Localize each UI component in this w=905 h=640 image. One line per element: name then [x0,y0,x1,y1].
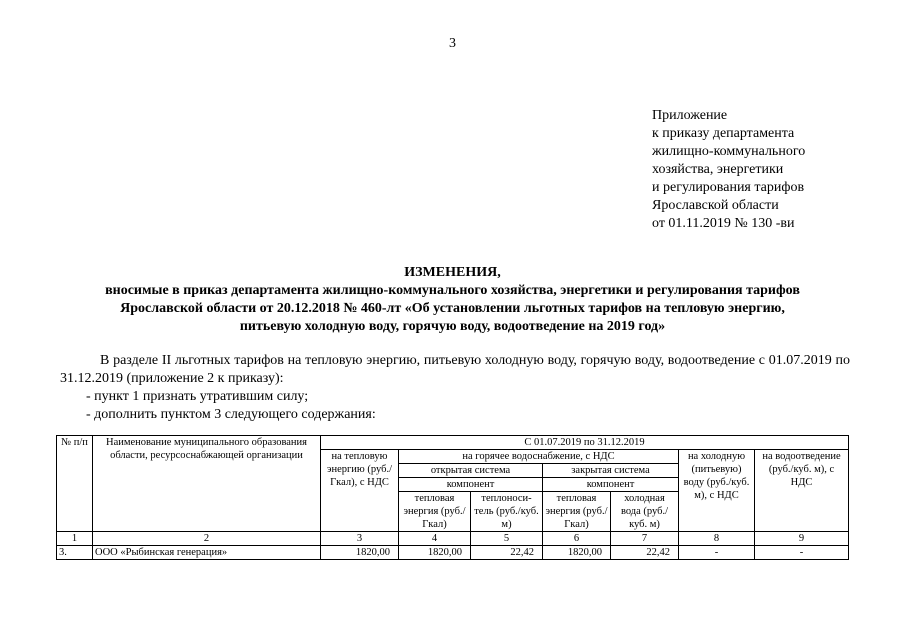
appendix-block [652,107,805,233]
appendix-line: жилищно-коммунального [652,144,806,159]
column-number: 9 [755,532,849,546]
row-open-heat: 1820,00 [399,546,471,560]
row-closed-heat: 1820,00 [543,546,611,560]
appendix-line: к приказу департамента [652,126,795,141]
column-number: 1 [57,532,93,546]
appendix-line: Ярославской области [652,198,779,213]
row-cold: - [679,546,755,560]
column-number: 7 [611,532,679,546]
header-period: С 01.07.2019 по 31.12.2019 [321,436,849,450]
header-cold-water: на холодную (питьевую) воду (руб./куб. м), с НДС [679,450,755,532]
column-number: 4 [399,532,471,546]
appendix-line: от 01.11.2019 № 130 -ви [652,216,795,231]
appendix-line: Приложение [652,108,728,123]
row-closed-water: 22,42 [611,546,679,560]
table-row [57,546,849,560]
row-num: 3. [57,546,93,560]
body-list-item: - дополнить пунктом 3 следующего содержания: [86,407,376,422]
header-hot-water: на горячее водоснабжение, с НДС [399,450,679,464]
title-line: питьевую холодную воду, горячую воду, водоотведение на 2019 год» [239,319,666,334]
header-closed-system: закрытая система [543,464,679,478]
column-number: 2 [93,532,321,546]
header-name: Наименование муниципального образования области, ресурсоснабжающей организации [93,436,321,532]
tariff-table [56,435,849,560]
header-open-carrier: теплоноси-тель (руб./куб. м) [471,492,543,532]
row-heat: 1820,00 [321,546,399,560]
title-line: вносимые в приказ департамента жилищно-коммунального хозяйства, энергетики и регулирования тарифов [105,283,800,298]
body-paragraph: В разделе II льготных тарифов на тепловую энергию, питьевую холодную воду, горячую воду, водоотведение с 01.07.2019 по 31.12.2019 (приложение 2 к приказу): [60,353,850,386]
header-closed-heat: тепловая энергия (руб./Гкал) [543,492,611,532]
header-num: № п/п [57,436,93,532]
header-sewerage: на водоотведение (руб./куб. м), с НДС [755,450,849,532]
document-title [40,264,865,336]
header-open-heat: тепловая энергия (руб./Гкал) [399,492,471,532]
appendix-line: хозяйства, энергетики [652,162,784,177]
header-heat: на тепловую энергию (руб./Гкал), с НДС [321,450,399,532]
column-number: 5 [471,532,543,546]
column-number: 8 [679,532,755,546]
header-open-system: открытая система [399,464,543,478]
body-list-item: - пункт 1 признать утратившим силу; [86,389,309,404]
header-component-closed: компонент [543,478,679,492]
header-component-open: компонент [399,478,543,492]
row-sewer: - [755,546,849,560]
body-text [60,352,850,424]
page-number: 3 [449,36,456,51]
appendix-line: и регулирования тарифов [652,180,805,195]
column-number: 3 [321,532,399,546]
header-closed-water: холодная вода (руб./куб. м) [611,492,679,532]
title-heading: ИЗМЕНЕНИЯ, [404,265,501,280]
column-number: 6 [543,532,611,546]
title-line: Ярославской области от 20.12.2018 № 460-лт «Об установлении льготных тарифов на тепловую энергию, [120,301,785,316]
row-open-carrier: 22,42 [471,546,543,560]
column-number-row [57,532,849,546]
row-name: ООО «Рыбинская генерация» [93,546,321,560]
